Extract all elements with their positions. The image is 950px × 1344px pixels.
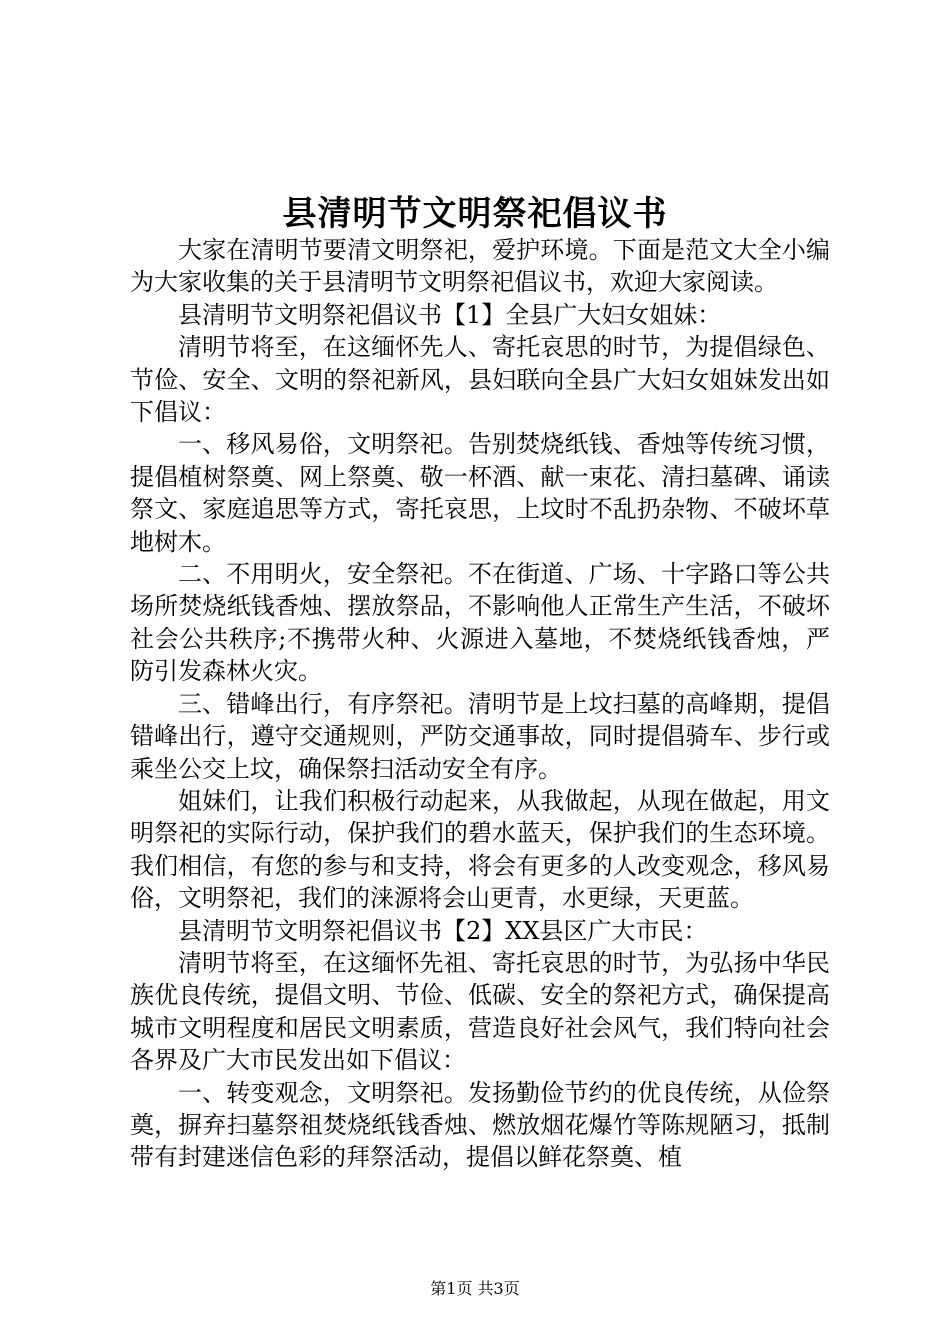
paragraph: 清明节将至，在这缅怀先人、寄托哀思的时节，为提倡绿色、节俭、安全、文明的祭祀新风，县妇联向全县广大妇女姐妹发出如下倡议： bbox=[130, 333, 830, 427]
paragraph: 二、不用明火，安全祭祀。不在街道、广场、十字路口等公共场所焚烧纸钱香烛、摆放祭品，不影响他人正常生产生活，不破坏社会公共秩序;不携带火种、火源进入墓地，不焚烧纸钱香烛，严防引发森林火灾。 bbox=[130, 560, 830, 686]
paragraph: 大家在清明节要清文明祭祀，爱护环境。下面是范文大全小编为大家收集的关于县清明节文明祭祀倡议书，欢迎大家阅读。 bbox=[130, 236, 830, 297]
paragraph: 清明节将至，在这缅怀先祖、寄托哀思的时节，为弘扬中华民族优良传统，提倡文明、节俭、低碳、安全的祭祀方式，确保提高城市文明程度和居民文明素质，营造良好社会风气，我们特向社会各界及广大市民发出如下倡议： bbox=[130, 948, 830, 1075]
paragraph: 县清明节文明祭祀倡议书【2】XX县区广大市民： bbox=[178, 916, 708, 945]
page-footer: 第1页 共3页 bbox=[430, 1279, 520, 1298]
paragraph: 一、转变观念，文明祭祀。发扬勤俭节约的优良传统，从俭祭奠，摒弃扫墓祭祖焚烧纸钱香烛、燃放烟花爆竹等陈规陋习，抵制带有封建迷信色彩的拜祭活动，提倡以鲜花祭奠、植 bbox=[130, 1078, 830, 1172]
paragraph: 一、移风易俗，文明祭祀。告别焚烧纸钱、香烛等传统习惯，提倡植树祭奠、网上祭奠、敬一杯酒、献一束花、清扫墓碑、诵读祭文、家庭追思等方式，寄托哀思，上坟时不乱扔杂物、不破坏草地树木。 bbox=[130, 430, 830, 556]
paragraph: 三、错峰出行，有序祭祀。清明节是上坟扫墓的高峰期，提倡错峰出行，遵守交通规则，严防交通事故，同时提倡骑车、步行或乘坐公交上坟，确保祭扫活动安全有序。 bbox=[130, 689, 830, 783]
paragraph: 县清明节文明祭祀倡议书【1】全县广大妇女姐妹： bbox=[178, 300, 722, 329]
paragraph: 姐妹们，让我们积极行动起来，从我做起，从现在做起，用文明祭祀的实际行动，保护我们的碧水蓝天，保护我们的生态环境。我们相信，有您的参与和支持，将会有更多的人改变观念，移风易俗，文明祭祀，我们的涞源将会山更青，水更绿，天更蓝。 bbox=[130, 786, 830, 913]
document-title: 县清明节文明祭祀倡议书 bbox=[282, 194, 668, 234]
document-body bbox=[130, 234, 830, 1174]
